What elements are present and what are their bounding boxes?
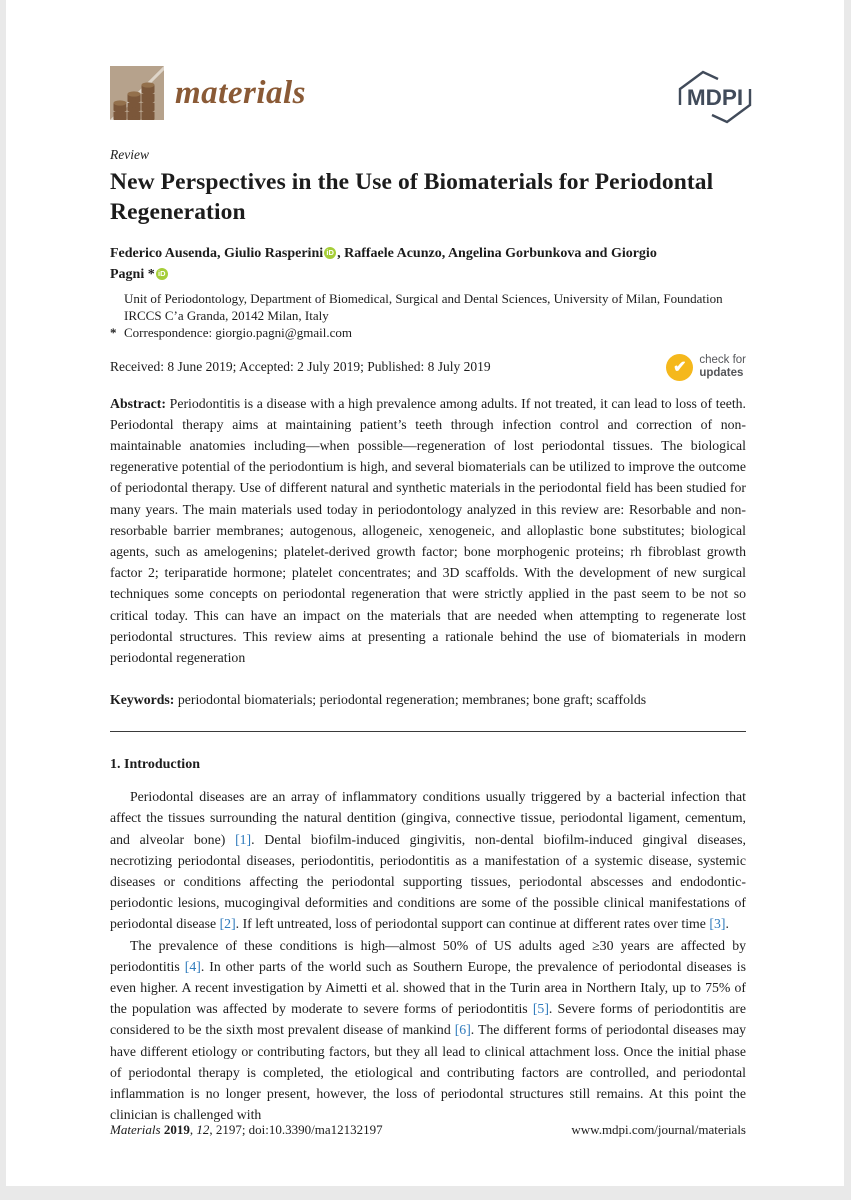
page xyxy=(6,0,844,1186)
text-segment: . Severe forms of periodontitis are considered to be the sixth most prevalent disease of mankind xyxy=(110,1001,746,1038)
check-for-updates-badge[interactable] xyxy=(666,354,746,381)
text-segment: . The different forms of periodontal diseases may have different etiology or contributing factors, but they all lead to clinical attachment loss. Once the initial phase of periodontal therapy is completed, the etiological and contributing factors are controlled, and periodontal inflammation is no longer present, however, the loss of periodontal structures still remains. At this point the clinician is challenged with xyxy=(110,1022,746,1123)
text-segment: Keywords: xyxy=(110,692,178,708)
body-paragraph xyxy=(110,786,746,934)
abstract xyxy=(110,393,746,669)
correspondence-marker: * xyxy=(110,325,117,340)
citation-link[interactable]: [3] xyxy=(709,916,726,932)
article-title: New Perspectives in the Use of Biomaterials for Periodontal Regeneration xyxy=(110,169,714,225)
text-segment: periodontal biomaterials; periodontal regeneration; membranes; bone graft; scaffolds xyxy=(177,692,647,708)
citation-link[interactable]: [5] xyxy=(532,1001,549,1017)
journal-url-link[interactable]: www.mdpi.com/journal/materials xyxy=(571,1122,746,1137)
text-segment: , xyxy=(189,1122,197,1137)
footer-citation xyxy=(110,1122,383,1138)
page-header xyxy=(110,0,746,131)
text-segment: Periodontal diseases are an array of inflammatory conditions usually triggered by a bacterial infection that affect the tissues surrounding the natural dentition (gingiva, connective tissue, periodontal ligament, cementum, and alveolar bone) xyxy=(110,789,746,847)
mdpi-logo-text: MDPI xyxy=(686,85,744,110)
article-dates: Received: 8 June 2019; Accepted: 2 July 2019; Published: 8 July 2019 xyxy=(110,359,491,374)
text-segment: 2019 xyxy=(163,1122,190,1137)
section-divider xyxy=(110,731,746,732)
text-segment: . If left untreated, loss of periodontal support can continue at different rates over time xyxy=(235,916,710,932)
text-segment: Federico Ausenda, Giulio Rasperini xyxy=(110,246,324,261)
article-type-label: Review xyxy=(110,147,149,162)
citation-link[interactable]: [1] xyxy=(235,831,252,847)
keywords xyxy=(110,689,746,710)
text-segment: The prevalence of these conditions is high—almost 50% of US adults aged ≥30 years are affected by periodontitis xyxy=(110,937,746,974)
text-segment: Materials xyxy=(110,1122,164,1137)
materials-logo-icon xyxy=(110,66,164,120)
orcid-icon[interactable]: iD xyxy=(156,268,168,280)
journal-logo[interactable] xyxy=(110,66,306,120)
citation-link[interactable]: [4] xyxy=(184,958,201,974)
text-segment: 12 xyxy=(196,1122,210,1137)
text-segment: , Raffaele Acunzo, Angelina Gorbunkova and Giorgio Pagni * xyxy=(110,246,657,282)
text-segment: , 2197; doi:10.3390/ma12132197 xyxy=(209,1122,383,1137)
text-segment: . xyxy=(725,916,729,932)
affiliation-block xyxy=(110,291,746,342)
check-icon: ✔ xyxy=(666,354,693,381)
correspondence-line xyxy=(110,325,746,342)
citation-link[interactable]: [6] xyxy=(454,1022,471,1038)
page-footer xyxy=(110,1122,746,1138)
text-segment: . In other parts of the world such as Southern Europe, the prevalence of periodontal diseases is even higher. A recent investigation by Aimetti et al. showed that in the Turin area in Northern Italy, up to 75% of the population was affected by moderate to severe forms of periodontitis xyxy=(110,958,747,1017)
citation-link[interactable]: [2] xyxy=(219,916,236,932)
correspondence-label: Correspondence: xyxy=(124,325,216,340)
badge-line2: updates xyxy=(699,367,744,379)
correspondence-email[interactable]: giorgio.pagni@gmail.com xyxy=(215,325,353,340)
badge-line1: check for xyxy=(699,354,746,366)
affiliation: Unit of Periodontology, Department of Biomedical, Surgical and Dental Sciences, University of Milan, Foundation IRCCS C’a Granda, 20142 Milan, Italy xyxy=(124,291,723,323)
mdpi-logo[interactable] xyxy=(674,68,756,131)
body-paragraph xyxy=(110,935,746,1126)
section-heading: 1. Introduction xyxy=(110,757,200,773)
orcid-icon[interactable]: iD xyxy=(324,247,336,259)
author-list xyxy=(110,243,685,285)
text-segment: Periodontitis is a disease with a high prevalence among adults. If not treated, it can lead to loss of teeth. Periodontal therapy aims at maintaining patient’s teeth through infection control and correction of non-maintainable anatomies including—when possible—regeneration of lost periodontal tissues. The biological regenerative potential of the periodontium is high, and several biomaterials can be utilized to improve the outcome of periodontal therapy. Use of different natural and synthetic materials in the periodontal field has been studied for many years. The main materials used today in periodontology analyzed in this review are: Resorbable and non-resorbable barrier membranes; autogenous, allogeneic, xenogeneic, and alloplastic bone substitutes; biological agents, such as amelogenins; platelet-derived growth factor; bone morphogenic proteins; rh fibroblast growth factor 2; teriparatide hormone; platelet concentrates; and 3D scaffolds. With the development of new surgical techniques some concepts on periodontal regeneration that were strictly applied in the past seem to be not so critical today. This can have an impact on the materials that are needed when attempting to regenerate lost periodontal structures. This review aims at presenting a rationale behind the use of biomaterials in modern periodontal regeneration xyxy=(110,395,746,665)
text-segment: . Dental biofilm-induced gingivitis, non-dental biofilm-induced gingival diseases, necrotizing periodontal diseases, periodontitis, periodontitis as a manifestation of a systemic disease, systemic diseases or conditions affecting the periodontal supporting tissues, periodontal abscesses and endodontic-periodontic lesions, mucogingival deformities and conditions are some of the possible clinical manifestations of periodontal disease xyxy=(110,831,746,932)
text-segment: Abstract: xyxy=(110,395,170,411)
journal-name: materials xyxy=(175,74,307,111)
